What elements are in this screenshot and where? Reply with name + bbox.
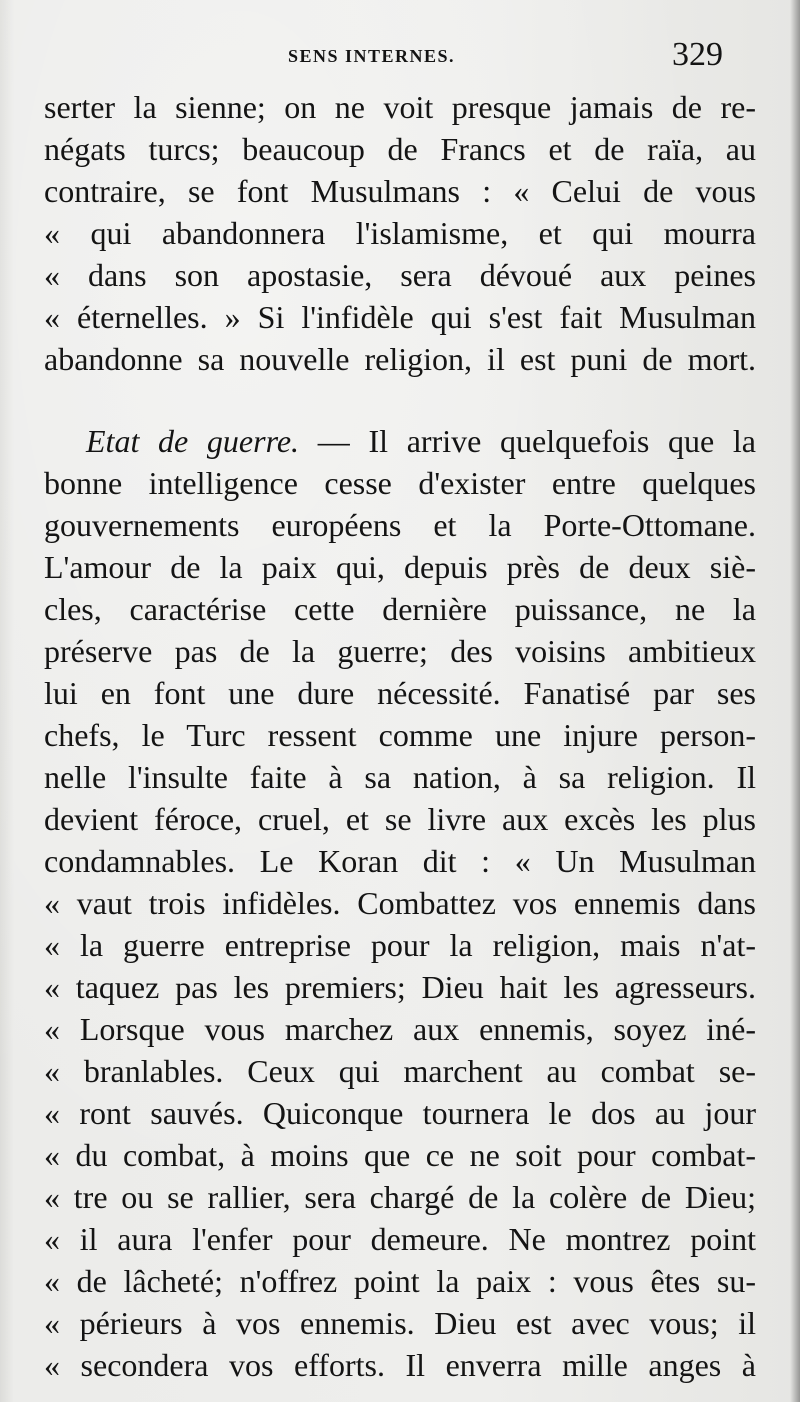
text-line: « Lorsque vous marchez aux ennemis, soyez iné-: [44, 1011, 756, 1047]
running-head: [0, 38, 800, 88]
text-line: condamnables. Le Koran dit : « Un Musulman: [44, 843, 756, 879]
paragraph-gap: [44, 380, 756, 420]
text-line: « ront sauvés. Quiconque tournera le dos au jour: [44, 1095, 756, 1131]
text-line: « du combat, à moins que ce ne soit pour combat-: [44, 1137, 756, 1173]
text-line: cles, caractérise cette dernière puissance, ne la: [44, 591, 756, 627]
text-line: lui en font une dure nécessité. Fanatisé par ses: [44, 675, 756, 711]
text-line: abandonne sa nouvelle religion, il est puni de mort.: [44, 341, 756, 377]
text-line: devient féroce, cruel, et se livre aux excès les plus: [44, 801, 756, 837]
text-line: « périeurs à vos ennemis. Dieu est avec vous; il: [44, 1305, 756, 1341]
heading-line-text: — Il arrive quelquefois que la: [299, 423, 757, 459]
text-line: « secondera vos efforts. Il enverra mille anges à: [44, 1347, 756, 1383]
text-line: serter la sienne; on ne voit presque jamais de re-: [44, 89, 756, 125]
section-heading: Etat de guerre.: [86, 423, 300, 459]
text-line: « qui abandonnera l'islamisme, et qui mourra: [44, 215, 756, 251]
running-title: SENS INTERNES.: [288, 46, 456, 66]
paragraph-2: [44, 420, 756, 1386]
text-line: « il aura l'enfer pour demeure. Ne montrez point: [44, 1221, 756, 1257]
text-line: préserve pas de la guerre; des voisins ambitieux: [44, 633, 756, 669]
text-line: « vaut trois infidèles. Combattez vos ennemis dans: [44, 885, 756, 921]
text-line: L'amour de la paix qui, depuis près de deux siè-: [44, 549, 756, 585]
text-line: « dans son apostasie, sera dévoué aux peines: [44, 257, 756, 293]
section-heading-line: [44, 420, 756, 462]
text-line: négats turcs; beaucoup de Francs et de raïa, au: [44, 131, 756, 167]
text-line: « branlables. Ceux qui marchent au combat se-: [44, 1053, 756, 1089]
text-line: « éternelles. » Si l'infidèle qui s'est fait Musulman: [44, 299, 756, 335]
text-line: « tre ou se rallier, sera chargé de la colère de Dieu;: [44, 1179, 756, 1215]
paragraph-1: [44, 86, 756, 380]
text-line: gouvernements européens et la Porte-Ottomane.: [44, 507, 756, 543]
text-line: bonne intelligence cesse d'exister entre quelques: [44, 465, 756, 501]
text-line: contraire, se font Musulmans : « Celui de vous: [44, 173, 756, 209]
body-text: [44, 86, 756, 1386]
text-line: nelle l'insulte faite à sa nation, à sa religion. Il: [44, 759, 756, 795]
page-number: 329: [672, 36, 723, 73]
text-line: chefs, le Turc ressent comme une injure person-: [44, 717, 756, 753]
text-line: « la guerre entreprise pour la religion, mais n'at-: [44, 927, 756, 963]
text-line: « de lâcheté; n'offrez point la paix : vous êtes su-: [44, 1263, 756, 1299]
text-line: « taquez pas les premiers; Dieu hait les agresseurs.: [44, 969, 756, 1005]
